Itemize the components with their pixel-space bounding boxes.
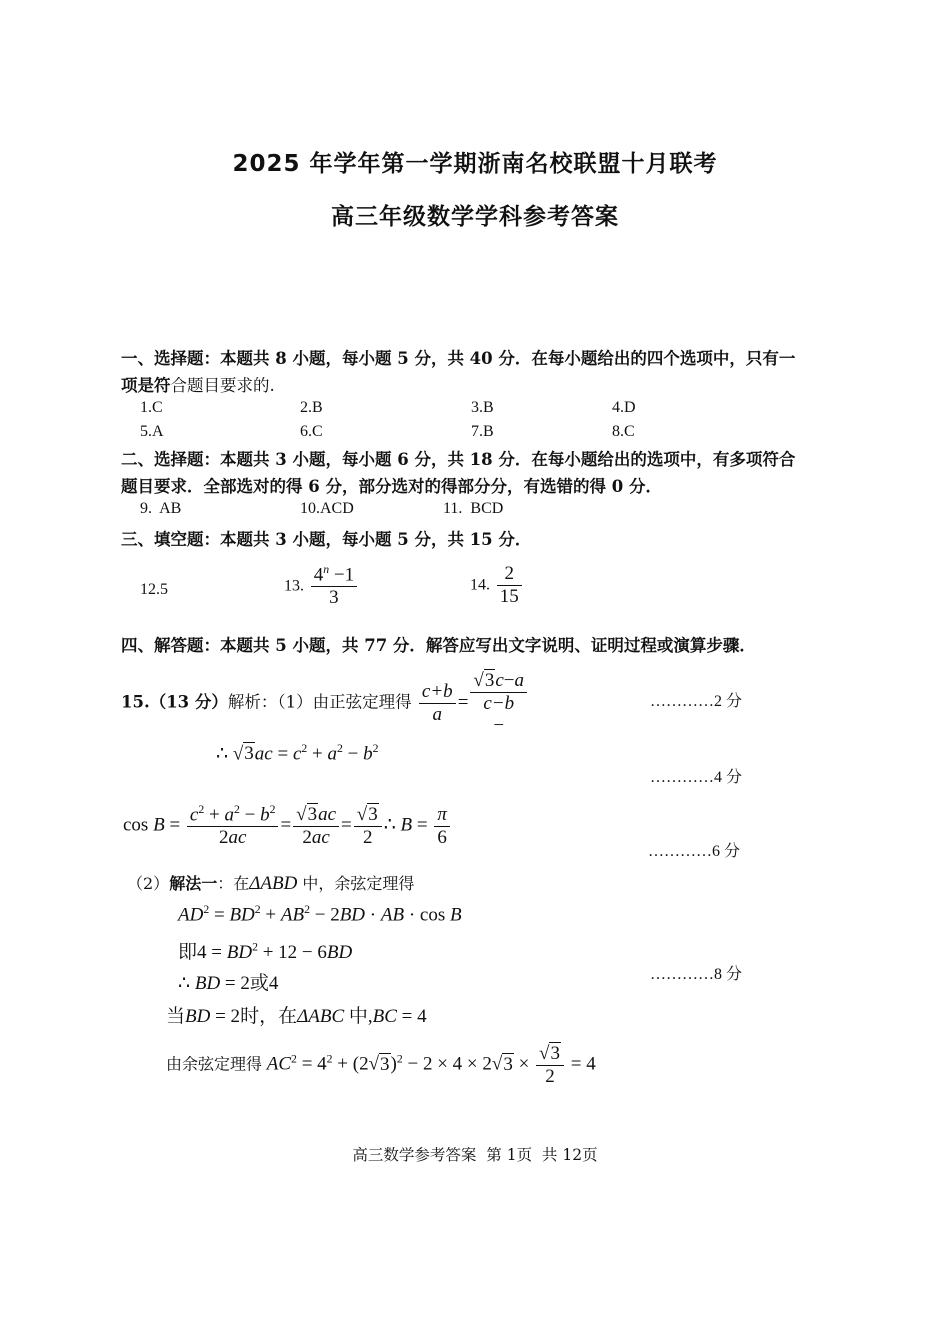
q15-line4: $AD^2 = BD^2 + AB^2 - 2BD$ · AB · cos B bbox=[178, 903, 462, 926]
answer-3: 3.B bbox=[471, 399, 494, 416]
q15-line8: 由余弦定理得 $AC^2 = 4^2 + (2√3)^2 - 2 \times 4 \times 2√3$ × $\frac{√3}{2}$ = 4 bbox=[166, 1043, 596, 1087]
answer-1: 1.C bbox=[140, 399, 163, 416]
when-text: 当 bbox=[166, 1006, 186, 1027]
section2-heading-2: 题目要求．全部选对的得 6 分，部分选对的得部分分，有选错的得 0 分． bbox=[121, 477, 662, 496]
score-8: …………8 分 bbox=[650, 966, 743, 983]
answer-14-fraction bbox=[497, 563, 522, 608]
answer-13 bbox=[284, 563, 359, 609]
answer-2: 2.B bbox=[300, 399, 323, 416]
ji-text: 即 bbox=[178, 942, 198, 963]
page-subtitle: 高三年级数学学科参考答案 bbox=[331, 204, 619, 230]
answer-13-fraction bbox=[311, 563, 357, 609]
q15-line7: 当BD = 2时，在ΔABC 中,BC = 4 bbox=[166, 1006, 427, 1027]
q15-equation1: $\frac{c+b}{a}$ = √3c−a c−b − bbox=[417, 692, 529, 713]
q15-line2: ∴ $√3ac = c^2 + a^2 - b^2$ bbox=[216, 742, 379, 765]
when-text2: 时，在 bbox=[240, 1006, 298, 1027]
section1-heading-2 bbox=[121, 372, 275, 396]
when-text3: 中, bbox=[344, 1006, 373, 1027]
answer-13-num-exp: n bbox=[323, 563, 330, 576]
answer-14-denominator: 15 bbox=[499, 585, 519, 607]
answer-4: 4.D bbox=[612, 399, 636, 416]
answer-10: 10.ACD bbox=[300, 500, 354, 517]
part2-text: ：在 bbox=[217, 874, 250, 893]
answer-13-denominator: 3 bbox=[329, 587, 339, 609]
q15-intro: 解析：（1）由正弦定理得 bbox=[227, 692, 412, 712]
score-6: …………6 分 bbox=[648, 843, 741, 860]
triangle-abd: ΔABD bbox=[249, 873, 298, 894]
section2-heading: 二、选择题：本题共 3 小题，每小题 6 分，共 18 分．在每小题给出的选项中，有多项符合 bbox=[121, 450, 796, 469]
section1-heading bbox=[121, 345, 795, 369]
answer-8: 8.C bbox=[612, 423, 635, 440]
answer-11: 11. BCD bbox=[443, 500, 504, 517]
section1-heading-line2-bold: 项是符 bbox=[121, 376, 171, 395]
answer-5: 5.A bbox=[140, 423, 164, 440]
part2-label: （2） bbox=[127, 874, 170, 893]
page-footer: 高三数学参考答案 第 1页 共 12页 bbox=[352, 1146, 598, 1164]
answer-14-label: 14. bbox=[470, 576, 490, 594]
answer-9: 9. AB bbox=[140, 500, 182, 517]
triangle-abc: ΔABC bbox=[297, 1006, 345, 1027]
section4-heading: 四、解答题：本题共 5 小题，共 77 分．解答应写出文字说明、证明过程或演算步骤． bbox=[121, 636, 756, 655]
q15-part2 bbox=[127, 871, 414, 895]
score-2: …………2 分 bbox=[650, 693, 743, 710]
section1-heading-line2-normal: 合题目要求的. bbox=[170, 376, 275, 395]
section3-heading: 三、填空题：本题共 3 小题，每小题 5 分，共 15 分． bbox=[121, 530, 532, 549]
q15-label: 15.（13 分） bbox=[121, 692, 228, 712]
answer-13-num-rest: −1 bbox=[329, 564, 355, 586]
answer-12: 12.5 bbox=[140, 581, 168, 598]
answer-13-label: 13. bbox=[284, 577, 304, 595]
answer-14-numerator: 2 bbox=[497, 563, 522, 586]
answer-13-numerator bbox=[311, 563, 357, 587]
answer-13-num-base: 4 bbox=[313, 564, 324, 586]
section1-heading-line1: 一、选择题：本题共 8 小题，每小题 5 分，共 40 分．在每小题给出的四个选项中，只有一 bbox=[121, 349, 796, 368]
page-title: 2025 年学年第一学期浙南名校联盟十月联考 bbox=[232, 151, 718, 177]
answer-6: 6.C bbox=[300, 423, 323, 440]
answer-7: 7.B bbox=[471, 423, 494, 440]
q15-line3: cos B = $\frac{c^2 + a^2 - b^2}{2ac}$ = $\frac{√3ac}{2ac}$ = $\frac{√3}{2}$ ∴ B = $\frac{\pi}{6}$ bbox=[123, 803, 452, 849]
q15-line5: 即$4 = BD^2 + 12 - 6BD$ bbox=[178, 940, 353, 963]
q15-line6: ∴ BD = 2或4 bbox=[178, 973, 279, 994]
method1-label: 解法一 bbox=[169, 874, 218, 893]
cosine-law-text: 由余弦定理得 bbox=[166, 1056, 263, 1074]
answer-14 bbox=[470, 563, 524, 608]
score-4: …………4 分 bbox=[650, 769, 743, 786]
q15-line1 bbox=[121, 670, 529, 737]
or-text: 或 bbox=[249, 973, 269, 994]
part2-text2: 中，余弦定理得 bbox=[297, 874, 415, 893]
